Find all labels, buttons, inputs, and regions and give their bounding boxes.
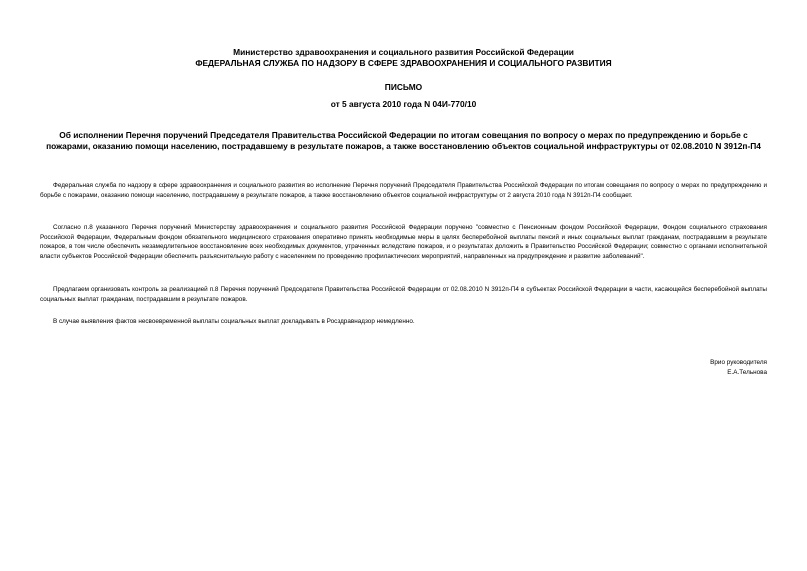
body-paragraph-3: Предлагаем организовать контроль за реализацией п.8 Перечня поручений Председателя Правительства Российской Федерации от 02.08.2010 N 3912п-П4 в субъектах Российской Федерации в части, касающейся бесперебойной выплаты социальных выплат гражданам, пострадавшим в результате пожаров. (40, 286, 767, 303)
signature-block (710, 358, 767, 378)
document-type: ПИСЬМО (384, 82, 423, 92)
document-title: Об исполнении Перечня поручений Председателя Правительства Российской Федерации по итогам совещания по вопросу о мерах по предупреждению и борьбе с пожарами, оказанию помощи населению, пострадавшему в результате пожаров, а также восстановлению объектов социальной инфраструктуры от 02.08.2010 N 3912п-П4 (46, 130, 761, 151)
body-paragraph-2: Согласно п.8 указанного Перечня поручений Министерству здравоохранения и социального развития Российской Федерации поручено "совместно с Пенсионным фондом Российской Федерации, Фондом социального страхования Российской Федерации, Федеральным фондом обязательного медицинского страхования оперативно принять необходимые меры в целях бесперебойной выплаты пенсий и иных социальных выплат гражданам, пострадавшим в результате пожаров, в том числе обеспечить незамедлительное восстановление всех необходимых документов, утраченных вследствие пожаров, и о результатах доложить в Правительство Российской Федерации; совместно с органами исполнительной власти субъектов Российской Федерации обеспечить разъяснительную работу с населением по проведению профилактических мероприятий, направленных на предупреждение и развитие заболеваний". (40, 224, 767, 260)
signatory-name: Е.А.Тельнова (727, 369, 767, 376)
ministry-name: Министерство здравоохранения и социального развития Российской Федерации (233, 47, 574, 57)
signatory-position: Врио руководителя (710, 359, 767, 366)
body-paragraph-4: В случае выявления фактов несвоевременной выплаты социальных выплат докладывать в Росздравнадзор немедленно. (53, 318, 415, 325)
service-name: ФЕДЕРАЛЬНАЯ СЛУЖБА ПО НАДЗОРУ В СФЕРЕ ЗДРАВООХРАНЕНИЯ И СОЦИАЛЬНОГО РАЗВИТИЯ (195, 58, 612, 68)
document-number: от 5 августа 2010 года N 04И-770/10 (330, 99, 477, 109)
body-paragraph-1: Федеральная служба по надзору в сфере здравоохранения и социального развития во исполнение Перечня поручений Председателя Правительства Российской Федерации по итогам совещания по вопросу о мерах по предупреждению и борьбе с пожарами, оказанию помощи населению, пострадавшему в результате пожаров, а также восстановлению объектов социальной инфраструктуры от 2 августа 2010 года N 3912п-П4 сообщает. (40, 182, 767, 199)
